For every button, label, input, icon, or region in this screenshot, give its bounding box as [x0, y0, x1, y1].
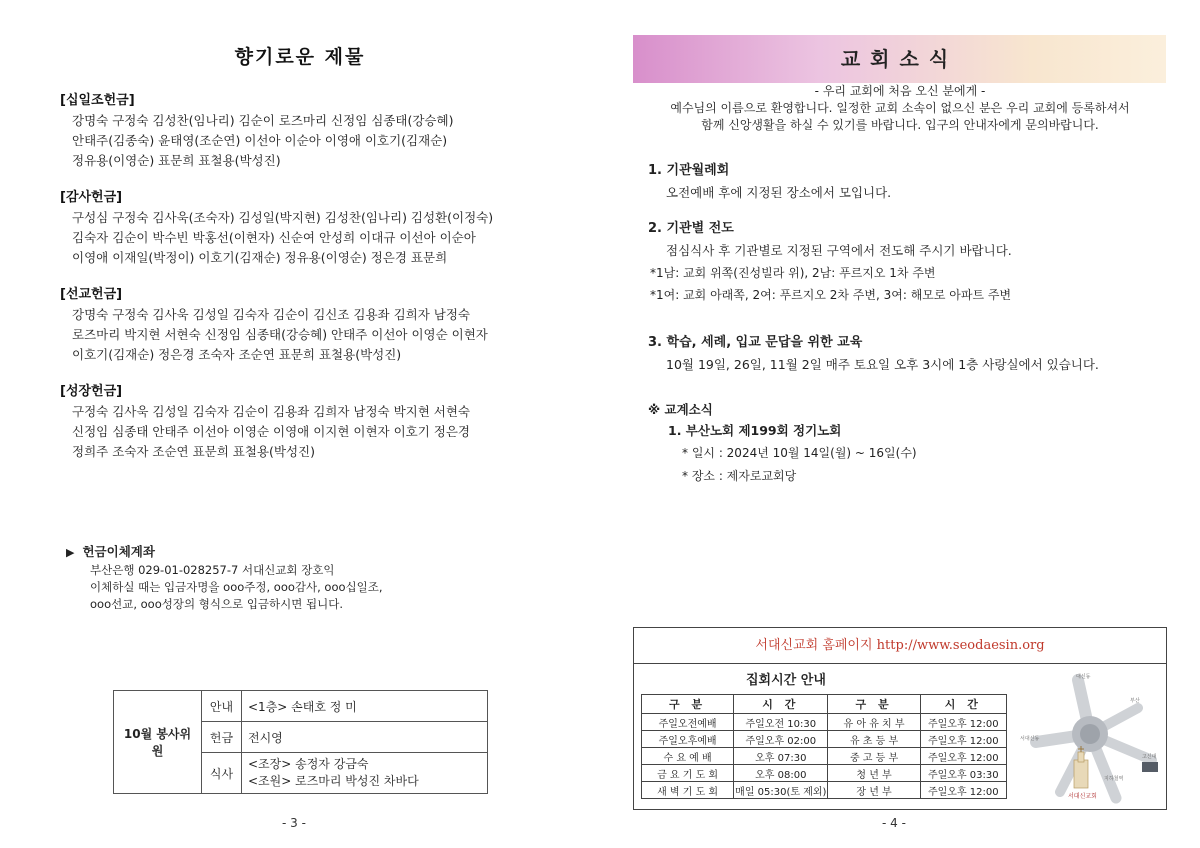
mission-section [60, 285, 560, 365]
welcome-message [600, 83, 1200, 134]
table-cell: 청 년 부 [828, 765, 920, 782]
notice-text: 점심식사 후 기관별로 지정된 구역에서 전도해 주시기 바랍니다. [666, 243, 1012, 258]
section-heading: [감사헌금] [60, 190, 123, 205]
table-cell: 주일오후예배 [642, 731, 734, 748]
notice-item-1 [648, 160, 1178, 204]
table-cell: 유 초 등 부 [828, 731, 920, 748]
volunteer-group: 10월 봉사위원 [114, 691, 202, 794]
transfer-line: ooo선교, ooo성장의 형식으로 입금하시면 됩니다. [90, 597, 343, 611]
table-cell: 주일오후 12:00 [920, 714, 1006, 731]
duty-role: 안내 [202, 691, 242, 722]
name-line: 이호기(김재순) 정은경 조숙자 조순연 표문희 표철용(박성진) [72, 347, 402, 362]
name-line: 안태주(김종숙) 윤태영(조순연) 이선아 이순아 이영애 이호기(김재순) [72, 133, 448, 148]
svg-text:부산: 부산 [1130, 698, 1140, 704]
notice-heading: 3. 학습, 세례, 입교 문답을 위한 교육 [648, 335, 863, 350]
svg-text:대신동: 대신동 [1076, 674, 1091, 680]
name-line: 구정숙 김사욱 김성일 김숙자 김순이 김용좌 김희자 남정숙 박지현 서현숙 [72, 404, 471, 419]
table-cell: 주일오전 10:30 [734, 714, 828, 731]
notice-heading: 1. 기관월례회 [648, 163, 730, 178]
table-row [114, 691, 488, 722]
table-cell: 오후 08:00 [734, 765, 828, 782]
duty-names: 전시영 [242, 722, 488, 753]
notice-text: 10월 19일, 26일, 11월 2일 매주 토요일 오후 3시에 1층 사랑실에서 있습니다. [666, 357, 1099, 372]
page-number: - 4 - [882, 816, 906, 830]
table-cell: 매일 05:30(토 제외) [734, 782, 828, 799]
offering-title: 향기로운 제물 [234, 46, 366, 68]
column-header: 구 분 [642, 695, 734, 714]
triangle-bullet-icon: ▶ [66, 546, 75, 559]
table-cell: 주일오후 12:00 [920, 748, 1006, 765]
schedule-table [641, 694, 1007, 799]
name-line: 김숙자 김순이 박수빈 박홍선(이현자) 신순여 안성희 이대규 이선아 이순아 [72, 230, 476, 245]
church-location-map [1018, 672, 1162, 806]
news-detail: * 장소 : 제자로교회당 [682, 469, 797, 483]
svg-text:지하철역: 지하철역 [1104, 776, 1124, 782]
table-cell: 수 요 예 배 [642, 748, 734, 765]
notice-heading: 2. 기관별 전도 [648, 221, 734, 236]
name-line: 이영애 이재일(박정이) 이호기(김재순) 정유용(이영순) 정은경 표문희 [72, 250, 448, 265]
table-row [642, 765, 1007, 782]
table-cell: 중 고 등 부 [828, 748, 920, 765]
duty-role: 헌금 [202, 722, 242, 753]
welcome-title: - 우리 교회에 처음 오신 분에게 - [814, 84, 986, 98]
map-graphic [1018, 672, 1162, 806]
transfer-line: 이체하실 때는 입금자명을 ooo주정, ooo감사, ooo십일조, [90, 580, 383, 594]
table-cell: 주일오후 12:00 [920, 731, 1006, 748]
volunteer-table [113, 690, 488, 794]
table-cell: 유 아 유 치 부 [828, 714, 920, 731]
welcome-line: 예수님의 이름으로 환영합니다. 일정한 교회 소속이 없으신 분은 우리 교회에 등록하셔서 [670, 101, 1130, 115]
map-church-label: 서대신교회 [1068, 793, 1097, 800]
denomination-news [648, 400, 1178, 488]
section-heading: [선교헌금] [60, 287, 123, 302]
table-row [642, 782, 1007, 799]
welcome-line: 함께 신앙생활을 하실 수 있기를 바랍니다. 입구의 안내자에게 문의바랍니다. [701, 118, 1099, 132]
duty-names: <1층> 손태호 정 미 [242, 691, 488, 722]
news-heading: ※ 교계소식 [648, 402, 713, 417]
tithe-section [60, 91, 560, 171]
page-4 [600, 0, 1200, 848]
transfer-heading [66, 543, 546, 562]
thanks-section [60, 188, 560, 268]
transfer-account [66, 543, 546, 613]
table-cell: 주일오후 02:00 [734, 731, 828, 748]
name-line: 신정임 심종태 안태주 이선아 이영순 이영애 이지현 이현자 이호기 정은경 [72, 424, 471, 439]
church-news-banner: 교회소식 [633, 35, 1166, 83]
growth-section [60, 382, 560, 462]
column-header: 구 분 [828, 695, 920, 714]
service-info-box [633, 627, 1167, 810]
transfer-line: 부산은행 029-01-028257-7 서대신교회 장호익 [90, 563, 335, 577]
name-line: 구성심 구정숙 김사욱(조숙자) 김성일(박지현) 김성찬(임나리) 김성환(이정숙) [72, 210, 494, 225]
homepage-link[interactable]: 서대신교회 홈페이지 http://www.seodaesin.org [634, 628, 1166, 664]
duty-role: 식사 [202, 753, 242, 794]
name-line: 강명숙 구정숙 김사욱 김성일 김숙자 김순이 김신조 김용좌 김희자 남정숙 [72, 307, 471, 322]
table-cell: 주일오전예배 [642, 714, 734, 731]
section-heading: [십일조헌금] [60, 93, 135, 108]
notice-item-2 [648, 218, 1178, 306]
notice-note: *1남: 교회 위쪽(진성빌라 위), 2남: 푸르지오 1차 주변 [650, 266, 936, 280]
table-cell: 오후 07:30 [734, 748, 828, 765]
column-header: 시 간 [920, 695, 1006, 714]
section-heading: [성장헌금] [60, 384, 123, 399]
notice-item-3 [648, 332, 1178, 376]
news-subheading: 1. 부산노회 제199회 정기노회 [668, 423, 842, 438]
page-number: - 3 - [282, 816, 306, 830]
table-row [642, 748, 1007, 765]
table-header-row [642, 695, 1007, 714]
table-cell: 새 벽 기 도 회 [642, 782, 734, 799]
meeting-times-title: 집회시간 안내 [746, 673, 826, 688]
svg-text:서대신동: 서대신동 [1020, 736, 1040, 742]
table-cell: 주일오후 03:30 [920, 765, 1006, 782]
notice-text: 오전예배 후에 지정된 장소에서 모입니다. [666, 185, 892, 200]
transfer-heading-text: 헌금이체계좌 [82, 544, 155, 559]
name-line: 강명숙 구정숙 김성찬(임나리) 김순이 로즈마리 신정임 심종태(강승혜) [72, 113, 454, 128]
table-row [642, 731, 1007, 748]
table-cell: 장 년 부 [828, 782, 920, 799]
column-header: 시 간 [734, 695, 828, 714]
table-row [642, 714, 1007, 731]
table-cell: 주일오후 12:00 [920, 782, 1006, 799]
duty-names [242, 753, 488, 794]
notice-note: *1여: 교회 아래쪽, 2여: 푸르지오 2차 주변, 3여: 해모로 아파트 주변 [650, 288, 1012, 302]
name-line: 로즈마리 박지현 서현숙 신정임 심종태(강승혜) 안태주 이선아 이영순 이현자 [72, 327, 488, 342]
svg-text:고신대: 고신대 [1142, 754, 1157, 760]
duty-line: <조장> 송정자 강금숙 [248, 757, 369, 771]
news-detail: * 일시 : 2024년 10월 14일(월) ~ 16일(수) [682, 446, 917, 460]
table-cell: 금 요 기 도 회 [642, 765, 734, 782]
name-line: 정희주 조숙자 조순연 표문희 표철용(박성진) [72, 444, 315, 459]
name-line: 정유용(이영순) 표문희 표철용(박성진) [72, 153, 281, 168]
duty-line: <조원> 로즈마리 박성진 차바다 [248, 774, 419, 788]
